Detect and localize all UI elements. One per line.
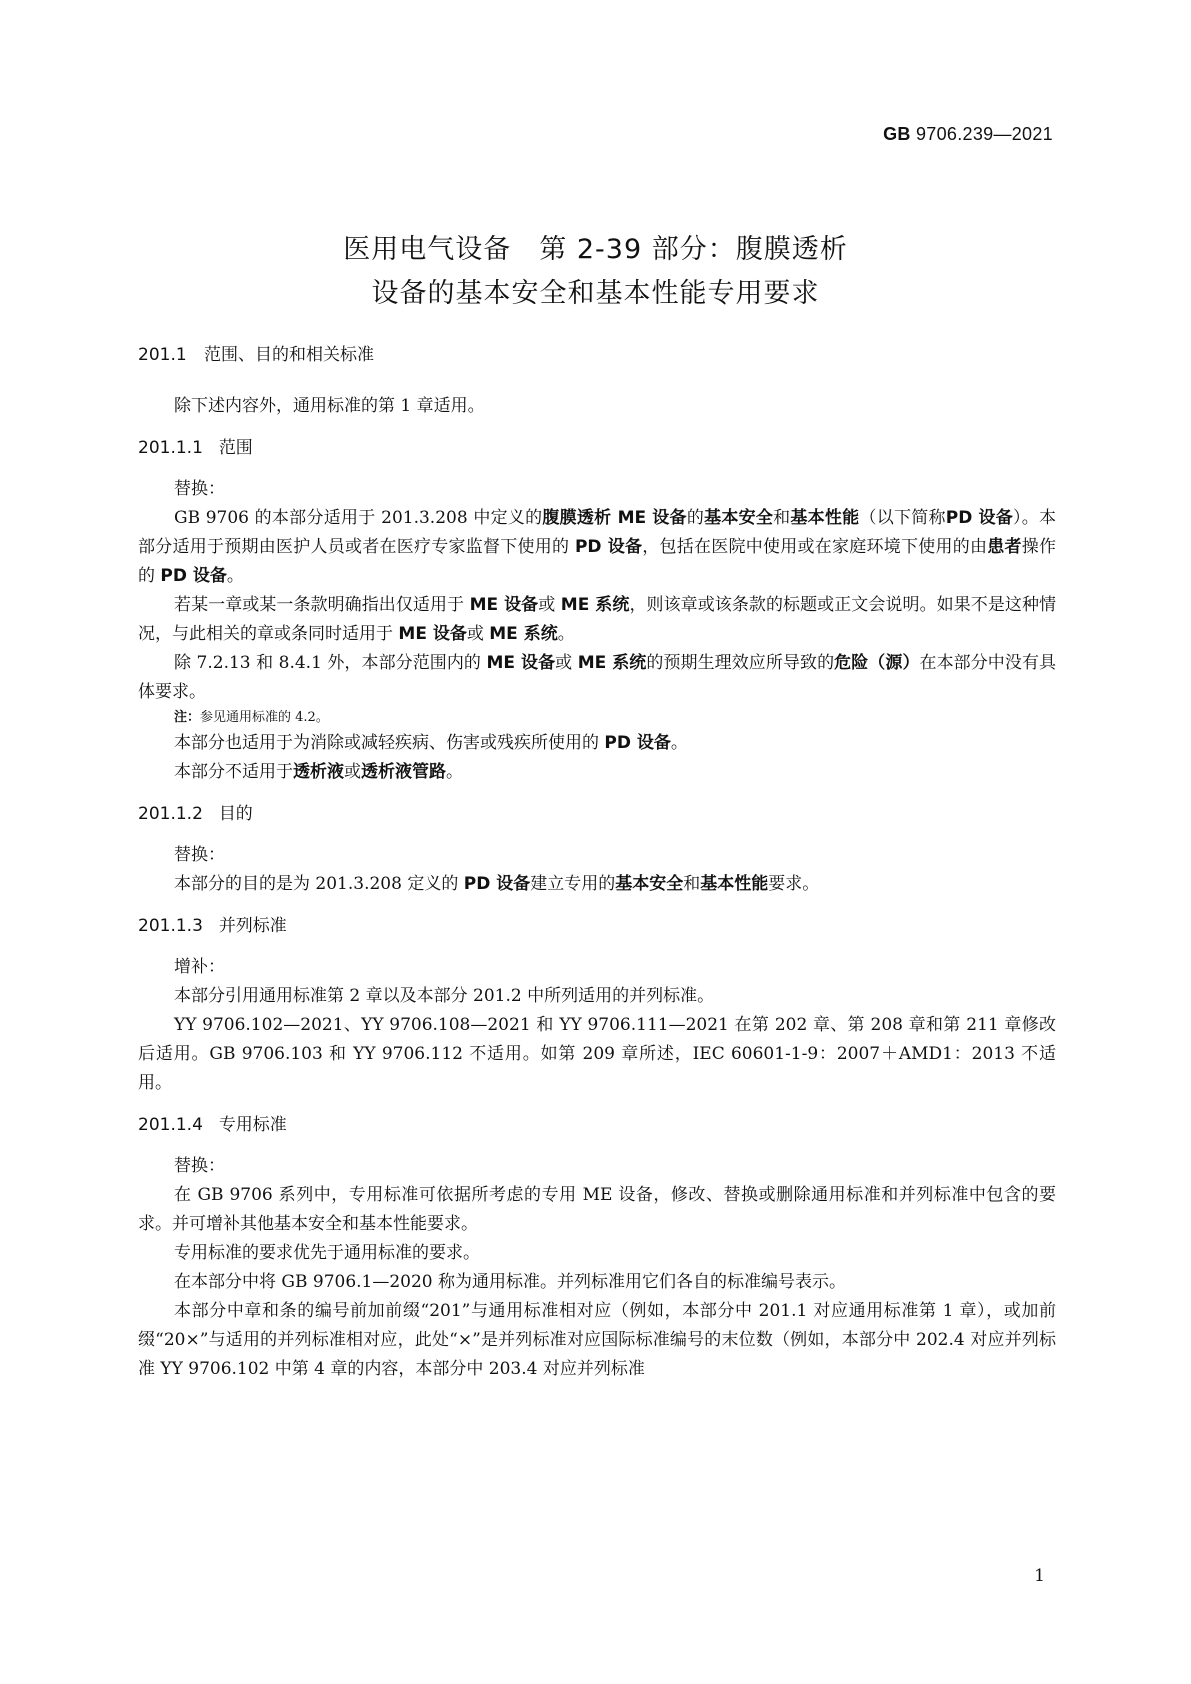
paragraph: 本部分不适用于透析液或透析液管路。 <box>174 762 463 782</box>
paragraph: 若某一章或某一条款明确指出仅适用于 ME 设备或 ME 系统，则该章或该条款的标题或正文会说明。如果不是这种情况，与此相关的章或条同时适用于 ME 设备或 ME 系统。 <box>138 595 1057 644</box>
paragraph: 替换： <box>174 1156 225 1176</box>
paragraph: 替换： <box>174 845 225 865</box>
paragraph: GB 9706 的本部分适用于 201.3.208 中定义的腹膜透析 ME 设备的基本安全和基本性能（以下简称PD 设备）。本部分适用于预期由医护人员或者在医疗专家监督下使用的 PD 设备，包括在医院中使用或在家庭环境下使用的由患者操作的 PD 设备。 <box>138 508 1057 586</box>
page-number: 1 <box>1034 1566 1045 1586</box>
paragraph: 替换： <box>174 479 225 499</box>
paragraph: 在 GB 9706 系列中，专用标准可依据所考虑的专用 ME 设备，修改、替换或删除通用标准和并列标准中包含的要求。并可增补其他基本安全和基本性能要求。 <box>138 1185 1056 1234</box>
paragraph: YY 9706.102—2021、YY 9706.108—2021 和 YY 9706.111—2021 在第 202 章、第 208 章和第 211 章修改后适用。GB 9706.103 和 YY 9706.112 不适用。如第 209 章所述，IEC 60601-1-9：2007＋AMD1：2013 不适用。 <box>138 1015 1056 1093</box>
title-line-1: 医用电气设备 第 2-39 部分：腹膜透析 <box>343 234 848 265</box>
document-title <box>0 228 1191 316</box>
paragraph: 本部分引用通用标准第 2 章以及本部分 201.2 中所列适用的并列标准。 <box>174 986 715 1006</box>
section-heading-201-1: 201.1 范围、目的和相关标准 <box>138 345 374 365</box>
paragraph: 本部分中章和条的编号前加前缀“201”与通用标准相对应（例如，本部分中 201.1 对应通用标准第 1 章），或加前缀“20×”与适用的并列标准相对应，此处“×”是并列标准对应国际标准编号的末位数（例如，本部分中 202.4 对应并列标准 YY 9706.102 中第 4 章的内容，本部分中 203.4 对应并列标准 <box>138 1301 1056 1379</box>
paragraph: 本部分也适用于为消除或减轻疾病、伤害或残疾所使用的 PD 设备。 <box>174 733 688 753</box>
paragraph: 除 7.2.13 和 8.4.1 外，本部分范围内的 ME 设备或 ME 系统的预期生理效应所导致的危险（源）在本部分中没有具体要求。 <box>138 653 1057 702</box>
section-heading-201-1-4: 201.1.4 专用标准 <box>138 1115 287 1135</box>
paragraph: 本部分的目的是为 201.3.208 定义的 PD 设备建立专用的基本安全和基本性能要求。 <box>174 874 820 894</box>
section-heading-201-1-1: 201.1.1 范围 <box>138 438 253 458</box>
note: 注：参见通用标准的 4.2。 <box>174 710 329 725</box>
title-line-2: 设备的基本安全和基本性能专用要求 <box>371 278 820 309</box>
document-body <box>138 345 1057 1384</box>
section-heading-201-1-3: 201.1.3 并列标准 <box>138 916 287 936</box>
section-heading-201-1-2: 201.1.2 目的 <box>138 804 253 824</box>
paragraph: 专用标准的要求优先于通用标准的要求。 <box>174 1243 480 1263</box>
paragraph: 在本部分中将 GB 9706.1—2020 称为通用标准。并列标准用它们各自的标准编号表示。 <box>174 1272 847 1292</box>
paragraph: 增补： <box>174 957 225 977</box>
paragraph: 除下述内容外，通用标准的第 1 章适用。 <box>174 396 485 416</box>
standard-number-header: GB 9706.239—2021 <box>883 124 1053 144</box>
